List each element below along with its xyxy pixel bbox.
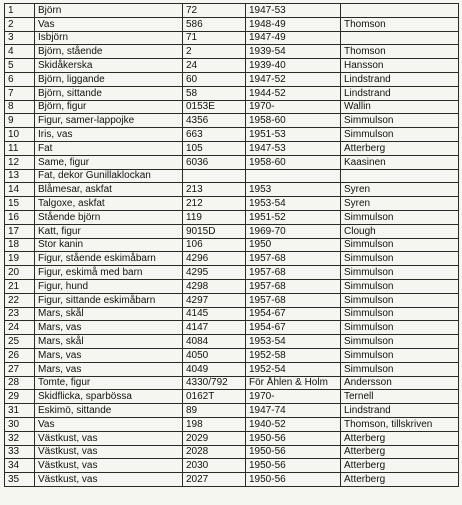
table-row (5, 376, 459, 390)
cell-artist: Wallin (341, 100, 459, 114)
cell-name: Eskimö, sittande (35, 404, 183, 418)
cell-number: 11 (5, 141, 35, 155)
cell-name: Fat, dekor Gunillaklockan (35, 169, 183, 183)
cell-artist: Atterberg (341, 141, 459, 155)
cell-years: 1952-54 (246, 362, 341, 376)
cell-name: Vas (35, 417, 183, 431)
cell-code: 4050 (183, 348, 246, 362)
cell-code: 0153E (183, 100, 246, 114)
cell-artist: Lindstrand (341, 404, 459, 418)
cell-years: 1954-67 (246, 321, 341, 335)
cell-years: 1954-67 (246, 307, 341, 321)
cell-name: Mars, skål (35, 335, 183, 349)
table-row (5, 266, 459, 280)
cell-number: 25 (5, 335, 35, 349)
cell-name: Fat (35, 141, 183, 155)
cell-name: Mars, skål (35, 307, 183, 321)
cell-years: 1944-52 (246, 86, 341, 100)
cell-years: 1940-52 (246, 417, 341, 431)
cell-years: 1950-56 (246, 431, 341, 445)
cell-code: 2028 (183, 445, 246, 459)
cell-number: 14 (5, 183, 35, 197)
cell-code: 213 (183, 183, 246, 197)
cell-code: 0162T (183, 390, 246, 404)
cell-artist: Ternell (341, 390, 459, 404)
cell-artist: Simmulson (341, 252, 459, 266)
cell-number: 23 (5, 307, 35, 321)
table-row (5, 307, 459, 321)
cell-name: Figur, hund (35, 279, 183, 293)
cell-code: 71 (183, 31, 246, 45)
cell-years: 1957-68 (246, 279, 341, 293)
cell-name: Blåmesar, askfat (35, 183, 183, 197)
cell-code: 4296 (183, 252, 246, 266)
cell-number: 35 (5, 473, 35, 487)
cell-years: 1948-49 (246, 17, 341, 31)
table-row (5, 321, 459, 335)
cell-artist: Thomson, tillskriven (341, 417, 459, 431)
cell-artist (341, 4, 459, 18)
cell-name: Västkust, vas (35, 431, 183, 445)
cell-years: 1950-56 (246, 459, 341, 473)
table-row (5, 100, 459, 114)
cell-years: 1950 (246, 238, 341, 252)
table-row (5, 390, 459, 404)
table-row (5, 459, 459, 473)
cell-number: 20 (5, 266, 35, 280)
cell-code: 58 (183, 86, 246, 100)
cell-artist: Hansson (341, 59, 459, 73)
cell-number: 16 (5, 210, 35, 224)
cell-name: Björn, liggande (35, 72, 183, 86)
cell-number: 32 (5, 431, 35, 445)
cell-years: 1947-74 (246, 404, 341, 418)
table-row (5, 114, 459, 128)
table-row (5, 279, 459, 293)
cell-number: 19 (5, 252, 35, 266)
cell-code: 9015D (183, 224, 246, 238)
cell-code: 72 (183, 4, 246, 18)
table-row (5, 183, 459, 197)
cell-name: Mars, vas (35, 321, 183, 335)
table-row (5, 445, 459, 459)
cell-name: Västkust, vas (35, 459, 183, 473)
cell-number: 22 (5, 293, 35, 307)
cell-name: Mars, vas (35, 348, 183, 362)
cell-name: Mars, vas (35, 362, 183, 376)
cell-number: 34 (5, 459, 35, 473)
cell-code: 4049 (183, 362, 246, 376)
cell-code: 119 (183, 210, 246, 224)
cell-number: 4 (5, 45, 35, 59)
cell-number: 30 (5, 417, 35, 431)
cell-artist (341, 169, 459, 183)
cell-artist: Simmulson (341, 210, 459, 224)
table-row (5, 59, 459, 73)
cell-code: 2029 (183, 431, 246, 445)
cell-code: 105 (183, 141, 246, 155)
cell-artist: Syren (341, 197, 459, 211)
table-row (5, 335, 459, 349)
cell-code: 212 (183, 197, 246, 211)
cell-artist (341, 31, 459, 45)
cell-artist: Simmulson (341, 266, 459, 280)
cell-number: 33 (5, 445, 35, 459)
cell-artist: Simmulson (341, 128, 459, 142)
cell-years: 1947-53 (246, 141, 341, 155)
cell-artist: Simmulson (341, 114, 459, 128)
table-row (5, 210, 459, 224)
cell-number: 21 (5, 279, 35, 293)
cell-number: 27 (5, 362, 35, 376)
cell-artist: Atterberg (341, 445, 459, 459)
cell-years: 1957-68 (246, 293, 341, 307)
cell-name: Björn, sittande (35, 86, 183, 100)
table-row (5, 128, 459, 142)
table-row (5, 431, 459, 445)
cell-years: 1953-54 (246, 197, 341, 211)
cell-code: 4356 (183, 114, 246, 128)
cell-number: 1 (5, 4, 35, 18)
cell-years: 1958-60 (246, 155, 341, 169)
cell-artist: Kaasinen (341, 155, 459, 169)
inventory-table-body (5, 4, 459, 487)
cell-code: 4297 (183, 293, 246, 307)
cell-name: Björn, stående (35, 45, 183, 59)
cell-artist: Andersson (341, 376, 459, 390)
cell-code: 4330/792 (183, 376, 246, 390)
cell-artist: Simmulson (341, 293, 459, 307)
cell-code: 60 (183, 72, 246, 86)
cell-years: 1957-68 (246, 266, 341, 280)
cell-name: Skidflicka, sparbössa (35, 390, 183, 404)
cell-years: 1947-49 (246, 31, 341, 45)
cell-years: 1939-40 (246, 59, 341, 73)
table-row (5, 169, 459, 183)
cell-name: Same, figur (35, 155, 183, 169)
cell-years: 1953 (246, 183, 341, 197)
cell-years: 1970- (246, 100, 341, 114)
table-row (5, 362, 459, 376)
cell-artist: Thomson (341, 17, 459, 31)
table-row (5, 197, 459, 211)
cell-name: Figur, sittande eskimåbarn (35, 293, 183, 307)
cell-name: Katt, figur (35, 224, 183, 238)
cell-artist: Simmulson (341, 238, 459, 252)
cell-name: Skidåkerska (35, 59, 183, 73)
cell-code: 198 (183, 417, 246, 431)
cell-code: 4295 (183, 266, 246, 280)
table-row (5, 155, 459, 169)
table-row (5, 17, 459, 31)
cell-code: 2 (183, 45, 246, 59)
cell-number: 12 (5, 155, 35, 169)
cell-artist: Clough (341, 224, 459, 238)
cell-number: 28 (5, 376, 35, 390)
table-row (5, 141, 459, 155)
cell-number: 3 (5, 31, 35, 45)
cell-artist: Simmulson (341, 307, 459, 321)
cell-years: 1952-58 (246, 348, 341, 362)
table-row (5, 45, 459, 59)
table-row (5, 31, 459, 45)
cell-code: 586 (183, 17, 246, 31)
cell-number: 10 (5, 128, 35, 142)
cell-years (246, 169, 341, 183)
table-row (5, 4, 459, 18)
cell-name: Björn (35, 4, 183, 18)
cell-name: Västkust, vas (35, 473, 183, 487)
cell-artist: Syren (341, 183, 459, 197)
cell-name: Stående björn (35, 210, 183, 224)
cell-years: 1970- (246, 390, 341, 404)
cell-code: 89 (183, 404, 246, 418)
cell-name: Tomte, figur (35, 376, 183, 390)
cell-artist: Lindstrand (341, 72, 459, 86)
cell-name: Figur, eskimå med barn (35, 266, 183, 280)
cell-name: Stor kanin (35, 238, 183, 252)
table-row (5, 86, 459, 100)
cell-code: 4145 (183, 307, 246, 321)
cell-number: 6 (5, 72, 35, 86)
cell-name: Västkust, vas (35, 445, 183, 459)
table-row (5, 348, 459, 362)
cell-artist: Atterberg (341, 431, 459, 445)
cell-years: 1951-52 (246, 210, 341, 224)
cell-artist: Simmulson (341, 362, 459, 376)
cell-name: Björn, figur (35, 100, 183, 114)
cell-code: 663 (183, 128, 246, 142)
cell-code: 4298 (183, 279, 246, 293)
cell-number: 15 (5, 197, 35, 211)
cell-years: 1939-54 (246, 45, 341, 59)
table-row (5, 473, 459, 487)
table-row (5, 224, 459, 238)
cell-code: 2030 (183, 459, 246, 473)
cell-artist: Simmulson (341, 321, 459, 335)
table-row (5, 417, 459, 431)
cell-artist: Atterberg (341, 459, 459, 473)
cell-number: 18 (5, 238, 35, 252)
table-row (5, 238, 459, 252)
table-row (5, 293, 459, 307)
cell-number: 13 (5, 169, 35, 183)
table-row (5, 252, 459, 266)
cell-number: 2 (5, 17, 35, 31)
cell-artist: Atterberg (341, 473, 459, 487)
cell-number: 9 (5, 114, 35, 128)
cell-number: 17 (5, 224, 35, 238)
inventory-table (4, 3, 459, 487)
cell-years: 1958-60 (246, 114, 341, 128)
cell-years: 1947-53 (246, 4, 341, 18)
cell-years: 1950-56 (246, 445, 341, 459)
cell-number: 29 (5, 390, 35, 404)
cell-name: Figur, samer-lappojke (35, 114, 183, 128)
cell-years: 1953-54 (246, 335, 341, 349)
cell-number: 7 (5, 86, 35, 100)
table-row (5, 404, 459, 418)
cell-years: 1969-70 (246, 224, 341, 238)
cell-number: 26 (5, 348, 35, 362)
cell-code: 6036 (183, 155, 246, 169)
cell-number: 24 (5, 321, 35, 335)
cell-name: Figur, stående eskimåbarn (35, 252, 183, 266)
cell-number: 5 (5, 59, 35, 73)
cell-artist: Simmulson (341, 335, 459, 349)
cell-code: 106 (183, 238, 246, 252)
cell-number: 31 (5, 404, 35, 418)
cell-years: 1951-53 (246, 128, 341, 142)
cell-years: 1947-52 (246, 72, 341, 86)
cell-artist: Simmulson (341, 348, 459, 362)
cell-number: 8 (5, 100, 35, 114)
cell-code: 4147 (183, 321, 246, 335)
cell-years: För Åhlen & Holm (246, 376, 341, 390)
cell-years: 1950-56 (246, 473, 341, 487)
cell-code: 2027 (183, 473, 246, 487)
cell-years: 1957-68 (246, 252, 341, 266)
cell-name: Isbjörn (35, 31, 183, 45)
cell-artist: Simmulson (341, 279, 459, 293)
cell-code: 24 (183, 59, 246, 73)
table-row (5, 72, 459, 86)
cell-name: Talgoxe, askfat (35, 197, 183, 211)
cell-name: Vas (35, 17, 183, 31)
cell-code (183, 169, 246, 183)
cell-name: Iris, vas (35, 128, 183, 142)
cell-code: 4084 (183, 335, 246, 349)
cell-artist: Lindstrand (341, 86, 459, 100)
cell-artist: Thomson (341, 45, 459, 59)
